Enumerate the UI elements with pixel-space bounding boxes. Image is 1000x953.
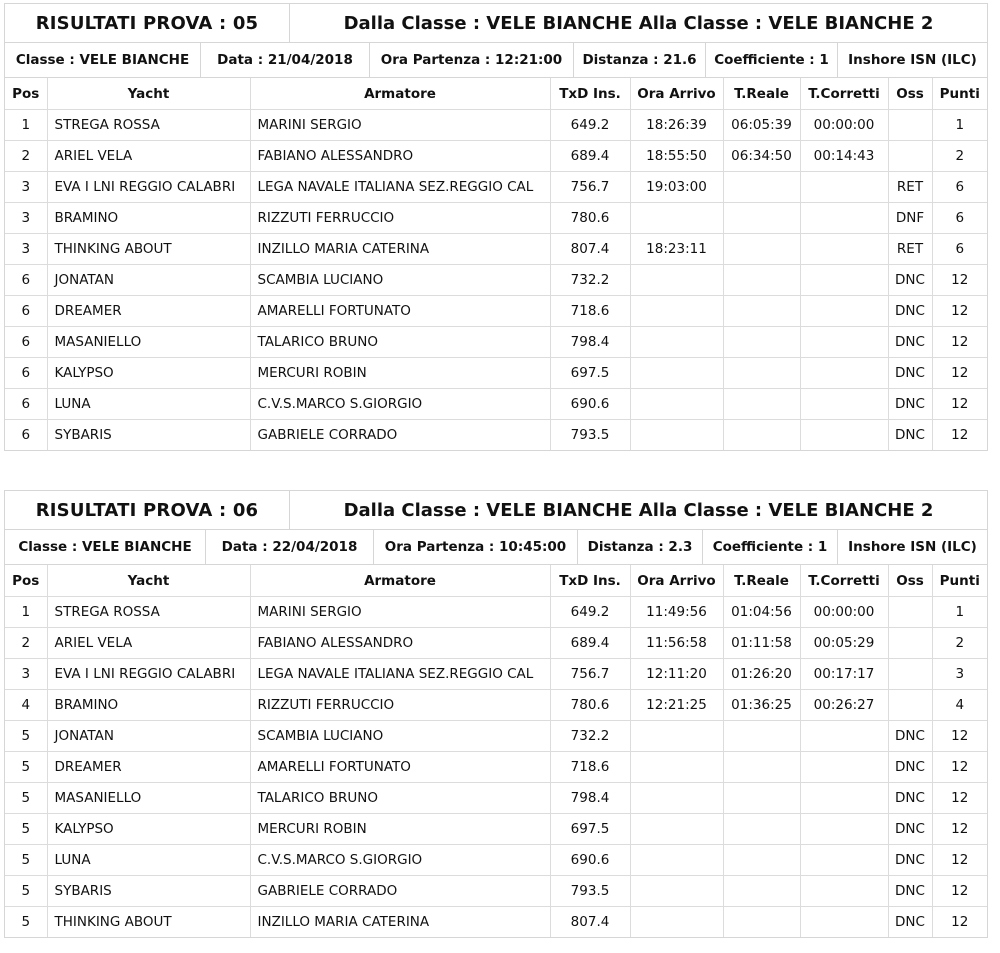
cell-t-reale (723, 358, 800, 389)
cell-punti: 6 (932, 234, 987, 265)
cell-yacht: EVA I LNI REGGIO CALABRI (47, 659, 250, 690)
info-distanza: Distanza : 2.3 (578, 530, 703, 564)
cell-t-corretti (800, 752, 888, 783)
cell-yacht: DREAMER (47, 296, 250, 327)
cell-pos: 5 (5, 876, 47, 907)
cell-pos: 5 (5, 907, 47, 938)
cell-punti: 12 (932, 389, 987, 420)
col-header-pos: Pos (5, 565, 47, 597)
cell-yacht: ARIEL VELA (47, 628, 250, 659)
cell-t-reale (723, 845, 800, 876)
cell-ora-arrivo (630, 203, 723, 234)
race-title: RISULTATI PROVA : 05 (5, 4, 290, 42)
cell-punti: 12 (932, 876, 987, 907)
cell-txd: 690.6 (550, 845, 630, 876)
cell-t-reale (723, 783, 800, 814)
race-results-block (4, 3, 988, 451)
race-title-row (5, 491, 987, 530)
cell-ora-arrivo (630, 265, 723, 296)
cell-txd: 697.5 (550, 358, 630, 389)
col-header-punti: Punti (932, 78, 987, 110)
race-info-row (5, 43, 987, 78)
cell-txd: 718.6 (550, 296, 630, 327)
class-range: Dalla Classe : VELE BIANCHE Alla Classe : VELE BIANCHE 2 (343, 12, 934, 34)
cell-armatore: MARINI SERGIO (250, 110, 550, 141)
cell-punti: 12 (932, 783, 987, 814)
cell-ora-arrivo: 12:21:25 (630, 690, 723, 721)
table-row (5, 845, 987, 876)
info-coefficiente: Coefficiente : 1 (703, 530, 838, 564)
cell-oss: DNC (888, 327, 932, 358)
col-header-pos: Pos (5, 78, 47, 110)
cell-pos: 5 (5, 752, 47, 783)
cell-punti: 2 (932, 628, 987, 659)
cell-punti: 12 (951, 427, 969, 443)
cell-t-reale: 01:26:20 (723, 659, 800, 690)
cell-txd: 732.2 (550, 721, 630, 752)
cell-yacht: JONATAN (47, 721, 250, 752)
cell-t-corretti (800, 234, 888, 265)
cell-t-corretti (800, 420, 888, 451)
cell-txd: 690.6 (550, 389, 630, 420)
cell-pos: 3 (5, 234, 47, 265)
cell-pos: 6 (5, 265, 47, 296)
info-classe: Classe : VELE BIANCHE (5, 43, 201, 77)
table-row (5, 203, 987, 234)
cell-txd: 793.5 (550, 876, 630, 907)
cell-txd: 689.4 (550, 628, 630, 659)
cell-punti: 2 (932, 141, 987, 172)
cell-yacht: MASANIELLO (47, 783, 250, 814)
cell-txd: 649.2 (550, 597, 630, 628)
cell-punti: 6 (932, 172, 987, 203)
cell-armatore: MERCURI ROBIN (250, 814, 550, 845)
table-row (5, 690, 987, 721)
cell-txd: 780.6 (550, 203, 630, 234)
cell-armatore: SCAMBIA LUCIANO (250, 721, 550, 752)
cell-punti: 12 (932, 814, 987, 845)
cell-txd: 756.7 (550, 172, 630, 203)
table-row (5, 814, 987, 845)
cell-ora-arrivo (630, 721, 723, 752)
cell-yacht: STREGA ROSSA (47, 597, 250, 628)
cell-yacht: LUNA (47, 845, 250, 876)
cell-oss (888, 597, 932, 628)
cell-armatore: C.V.S.MARCO S.GIORGIO (250, 389, 550, 420)
cell-yacht: STREGA ROSSA (47, 110, 250, 141)
cell-t-reale: 06:05:39 (723, 110, 800, 141)
cell-txd: 718.6 (550, 752, 630, 783)
cell-txd: 780.6 (550, 690, 630, 721)
cell-t-reale (723, 389, 800, 420)
cell-t-corretti: 00:14:43 (800, 141, 888, 172)
cell-oss: DNC (888, 814, 932, 845)
table-row (5, 628, 987, 659)
table-row (5, 234, 987, 265)
cell-punti: 12 (951, 914, 969, 930)
race-info-row (5, 530, 987, 565)
cell-ora-arrivo (630, 845, 723, 876)
cell-pos: 5 (5, 845, 47, 876)
cell-ora-arrivo (630, 327, 723, 358)
table-row (5, 296, 987, 327)
cell-t-reale: 01:04:56 (723, 597, 800, 628)
cell-oss (888, 659, 932, 690)
cell-t-reale: 01:11:58 (723, 628, 800, 659)
cell-pos: 6 (5, 327, 47, 358)
info-distanza: Distanza : 21.6 (574, 43, 706, 77)
cell-t-corretti (800, 845, 888, 876)
cell-armatore: AMARELLI FORTUNATO (250, 296, 550, 327)
cell-txd: 807.4 (550, 907, 630, 938)
cell-txd: 697.5 (550, 814, 630, 845)
cell-armatore: C.V.S.MARCO S.GIORGIO (250, 845, 550, 876)
cell-pos: 2 (5, 628, 47, 659)
cell-ora-arrivo (630, 814, 723, 845)
table-header-row (5, 565, 987, 597)
cell-yacht: KALYPSO (47, 814, 250, 845)
cell-t-corretti: 00:26:27 (800, 690, 888, 721)
cell-pos: 6 (5, 420, 47, 451)
cell-armatore: MARINI SERGIO (250, 597, 550, 628)
table-row (5, 907, 987, 938)
cell-ora-arrivo: 19:03:00 (630, 172, 723, 203)
col-header-punti: Punti (932, 565, 987, 597)
col-header-ora-arrivo: Ora Arrivo (630, 78, 723, 110)
cell-oss: DNC (888, 265, 932, 296)
info-ora-partenza: Ora Partenza : 12:21:00 (370, 43, 574, 77)
table-row (5, 110, 987, 141)
cell-pos: 5 (5, 721, 47, 752)
cell-oss: DNC (888, 907, 932, 938)
cell-oss: DNC (888, 296, 932, 327)
cell-t-corretti (800, 907, 888, 938)
cell-t-reale (723, 907, 800, 938)
cell-armatore: INZILLO MARIA CATERINA (250, 907, 550, 938)
cell-pos: 3 (5, 203, 47, 234)
col-header-t-reale: T.Reale (723, 78, 800, 110)
cell-t-corretti: 00:00:00 (800, 597, 888, 628)
cell-yacht: SYBARIS (47, 420, 250, 451)
cell-oss: RET (888, 234, 932, 265)
cell-txd: 798.4 (550, 327, 630, 358)
cell-punti: 12 (932, 358, 987, 389)
col-header-armatore: Armatore (250, 78, 550, 110)
cell-armatore: AMARELLI FORTUNATO (250, 752, 550, 783)
table-row (5, 389, 987, 420)
cell-oss: DNC (888, 358, 932, 389)
cell-yacht: THINKING ABOUT (47, 234, 250, 265)
cell-t-reale (723, 172, 800, 203)
cell-t-reale (723, 420, 800, 451)
cell-t-corretti (800, 172, 888, 203)
cell-t-reale (723, 721, 800, 752)
cell-pos: 6 (5, 389, 47, 420)
results-table (5, 565, 987, 937)
table-row (5, 659, 987, 690)
class-range: Dalla Classe : VELE BIANCHE Alla Classe : VELE BIANCHE 2 (343, 499, 934, 521)
cell-oss: DNC (888, 783, 932, 814)
table-row (5, 141, 987, 172)
cell-punti: 12 (932, 296, 987, 327)
cell-t-reale (723, 234, 800, 265)
cell-ora-arrivo (630, 876, 723, 907)
info-rating: Inshore ISN (ILC) (848, 539, 977, 555)
cell-ora-arrivo (630, 358, 723, 389)
cell-t-corretti: 00:00:00 (800, 110, 888, 141)
table-row (5, 783, 987, 814)
col-header-oss: Oss (888, 565, 932, 597)
cell-armatore: GABRIELE CORRADO (250, 876, 550, 907)
cell-oss: DNC (888, 420, 932, 451)
cell-ora-arrivo (630, 389, 723, 420)
cell-yacht: BRAMINO (47, 203, 250, 234)
cell-punti: 3 (932, 659, 987, 690)
cell-t-corretti (800, 721, 888, 752)
cell-t-corretti (800, 296, 888, 327)
info-data: Data : 22/04/2018 (206, 530, 374, 564)
cell-ora-arrivo: 12:11:20 (630, 659, 723, 690)
cell-t-corretti (800, 265, 888, 296)
cell-armatore: TALARICO BRUNO (250, 327, 550, 358)
col-header-t-corretti: T.Corretti (800, 565, 888, 597)
cell-armatore: INZILLO MARIA CATERINA (250, 234, 550, 265)
cell-armatore: LEGA NAVALE ITALIANA SEZ.REGGIO CAL (250, 659, 550, 690)
cell-pos: 1 (5, 110, 47, 141)
cell-ora-arrivo (630, 752, 723, 783)
table-row (5, 597, 987, 628)
cell-t-reale (723, 876, 800, 907)
race-results-block (4, 490, 988, 938)
cell-oss: DNC (888, 845, 932, 876)
cell-oss: DNC (888, 752, 932, 783)
cell-armatore: RIZZUTI FERRUCCIO (250, 690, 550, 721)
cell-pos: 1 (5, 597, 47, 628)
info-coefficiente: Coefficiente : 1 (706, 43, 838, 77)
cell-t-reale: 01:36:25 (723, 690, 800, 721)
cell-pos: 6 (5, 296, 47, 327)
cell-txd: 756.7 (550, 659, 630, 690)
col-header-yacht: Yacht (47, 78, 250, 110)
cell-oss: RET (888, 172, 932, 203)
cell-oss: DNC (888, 389, 932, 420)
table-row (5, 420, 987, 451)
cell-armatore: TALARICO BRUNO (250, 783, 550, 814)
cell-pos: 5 (5, 814, 47, 845)
cell-yacht: LUNA (47, 389, 250, 420)
cell-armatore: LEGA NAVALE ITALIANA SEZ.REGGIO CAL (250, 172, 550, 203)
cell-yacht: KALYPSO (47, 358, 250, 389)
info-rating: Inshore ISN (ILC) (848, 52, 977, 68)
cell-pos: 3 (5, 659, 47, 690)
cell-t-reale (723, 296, 800, 327)
cell-armatore: FABIANO ALESSANDRO (250, 628, 550, 659)
cell-punti: 1 (932, 597, 987, 628)
col-header-ora-arrivo: Ora Arrivo (630, 565, 723, 597)
cell-t-corretti: 00:05:29 (800, 628, 888, 659)
cell-t-corretti (800, 389, 888, 420)
cell-t-corretti (800, 814, 888, 845)
cell-yacht: ARIEL VELA (47, 141, 250, 172)
cell-pos: 2 (5, 141, 47, 172)
cell-oss (888, 141, 932, 172)
cell-ora-arrivo: 18:55:50 (630, 141, 723, 172)
cell-t-corretti (800, 358, 888, 389)
cell-t-corretti: 00:17:17 (800, 659, 888, 690)
cell-armatore: SCAMBIA LUCIANO (250, 265, 550, 296)
table-row (5, 327, 987, 358)
cell-t-reale (723, 327, 800, 358)
cell-t-corretti (800, 203, 888, 234)
cell-punti: 12 (932, 721, 987, 752)
info-classe: Classe : VELE BIANCHE (5, 530, 206, 564)
cell-t-reale (723, 265, 800, 296)
cell-pos: 6 (5, 358, 47, 389)
cell-punti: 12 (932, 752, 987, 783)
col-header-armatore: Armatore (250, 565, 550, 597)
col-header-txd: TxD Ins. (550, 78, 630, 110)
cell-armatore: MERCURI ROBIN (250, 358, 550, 389)
cell-ora-arrivo (630, 783, 723, 814)
cell-txd: 732.2 (550, 265, 630, 296)
cell-oss (888, 628, 932, 659)
cell-ora-arrivo (630, 420, 723, 451)
cell-txd: 798.4 (550, 783, 630, 814)
cell-yacht: EVA I LNI REGGIO CALABRI (47, 172, 250, 203)
cell-t-corretti (800, 876, 888, 907)
cell-oss: DNF (888, 203, 932, 234)
table-row (5, 876, 987, 907)
cell-ora-arrivo (630, 296, 723, 327)
cell-oss: DNC (888, 876, 932, 907)
cell-ora-arrivo (630, 907, 723, 938)
cell-punti: 1 (932, 110, 987, 141)
cell-punti: 12 (932, 265, 987, 296)
cell-t-reale (723, 203, 800, 234)
table-row (5, 721, 987, 752)
col-header-yacht: Yacht (47, 565, 250, 597)
table-row (5, 265, 987, 296)
cell-yacht: THINKING ABOUT (47, 907, 250, 938)
cell-t-corretti (800, 327, 888, 358)
cell-ora-arrivo: 18:26:39 (630, 110, 723, 141)
cell-yacht: SYBARIS (47, 876, 250, 907)
table-row (5, 358, 987, 389)
info-ora-partenza: Ora Partenza : 10:45:00 (374, 530, 578, 564)
cell-armatore: RIZZUTI FERRUCCIO (250, 203, 550, 234)
table-row (5, 752, 987, 783)
cell-punti: 6 (932, 203, 987, 234)
cell-t-corretti (800, 783, 888, 814)
cell-pos: 3 (5, 172, 47, 203)
col-header-t-reale: T.Reale (723, 565, 800, 597)
cell-oss (888, 690, 932, 721)
info-data: Data : 21/04/2018 (201, 43, 370, 77)
cell-pos: 4 (5, 690, 47, 721)
cell-yacht: BRAMINO (47, 690, 250, 721)
cell-t-reale (723, 814, 800, 845)
cell-ora-arrivo: 11:49:56 (630, 597, 723, 628)
cell-ora-arrivo: 11:56:58 (630, 628, 723, 659)
cell-pos: 5 (5, 783, 47, 814)
cell-punti: 12 (932, 845, 987, 876)
cell-yacht: JONATAN (47, 265, 250, 296)
race-title-row (5, 4, 987, 43)
cell-armatore: GABRIELE CORRADO (250, 420, 550, 451)
cell-yacht: MASANIELLO (47, 327, 250, 358)
cell-t-reale (723, 752, 800, 783)
cell-oss: DNC (888, 721, 932, 752)
cell-ora-arrivo: 18:23:11 (630, 234, 723, 265)
cell-punti: 4 (932, 690, 987, 721)
cell-yacht: DREAMER (47, 752, 250, 783)
results-table (5, 78, 987, 450)
col-header-t-corretti: T.Corretti (800, 78, 888, 110)
cell-punti: 12 (932, 327, 987, 358)
cell-txd: 689.4 (550, 141, 630, 172)
cell-txd: 807.4 (550, 234, 630, 265)
table-header-row (5, 78, 987, 110)
cell-t-reale: 06:34:50 (723, 141, 800, 172)
cell-oss (888, 110, 932, 141)
cell-armatore: FABIANO ALESSANDRO (250, 141, 550, 172)
col-header-txd: TxD Ins. (550, 565, 630, 597)
race-title: RISULTATI PROVA : 06 (5, 491, 290, 529)
col-header-oss: Oss (888, 78, 932, 110)
table-row (5, 172, 987, 203)
cell-txd: 649.2 (550, 110, 630, 141)
cell-txd: 793.5 (550, 420, 630, 451)
